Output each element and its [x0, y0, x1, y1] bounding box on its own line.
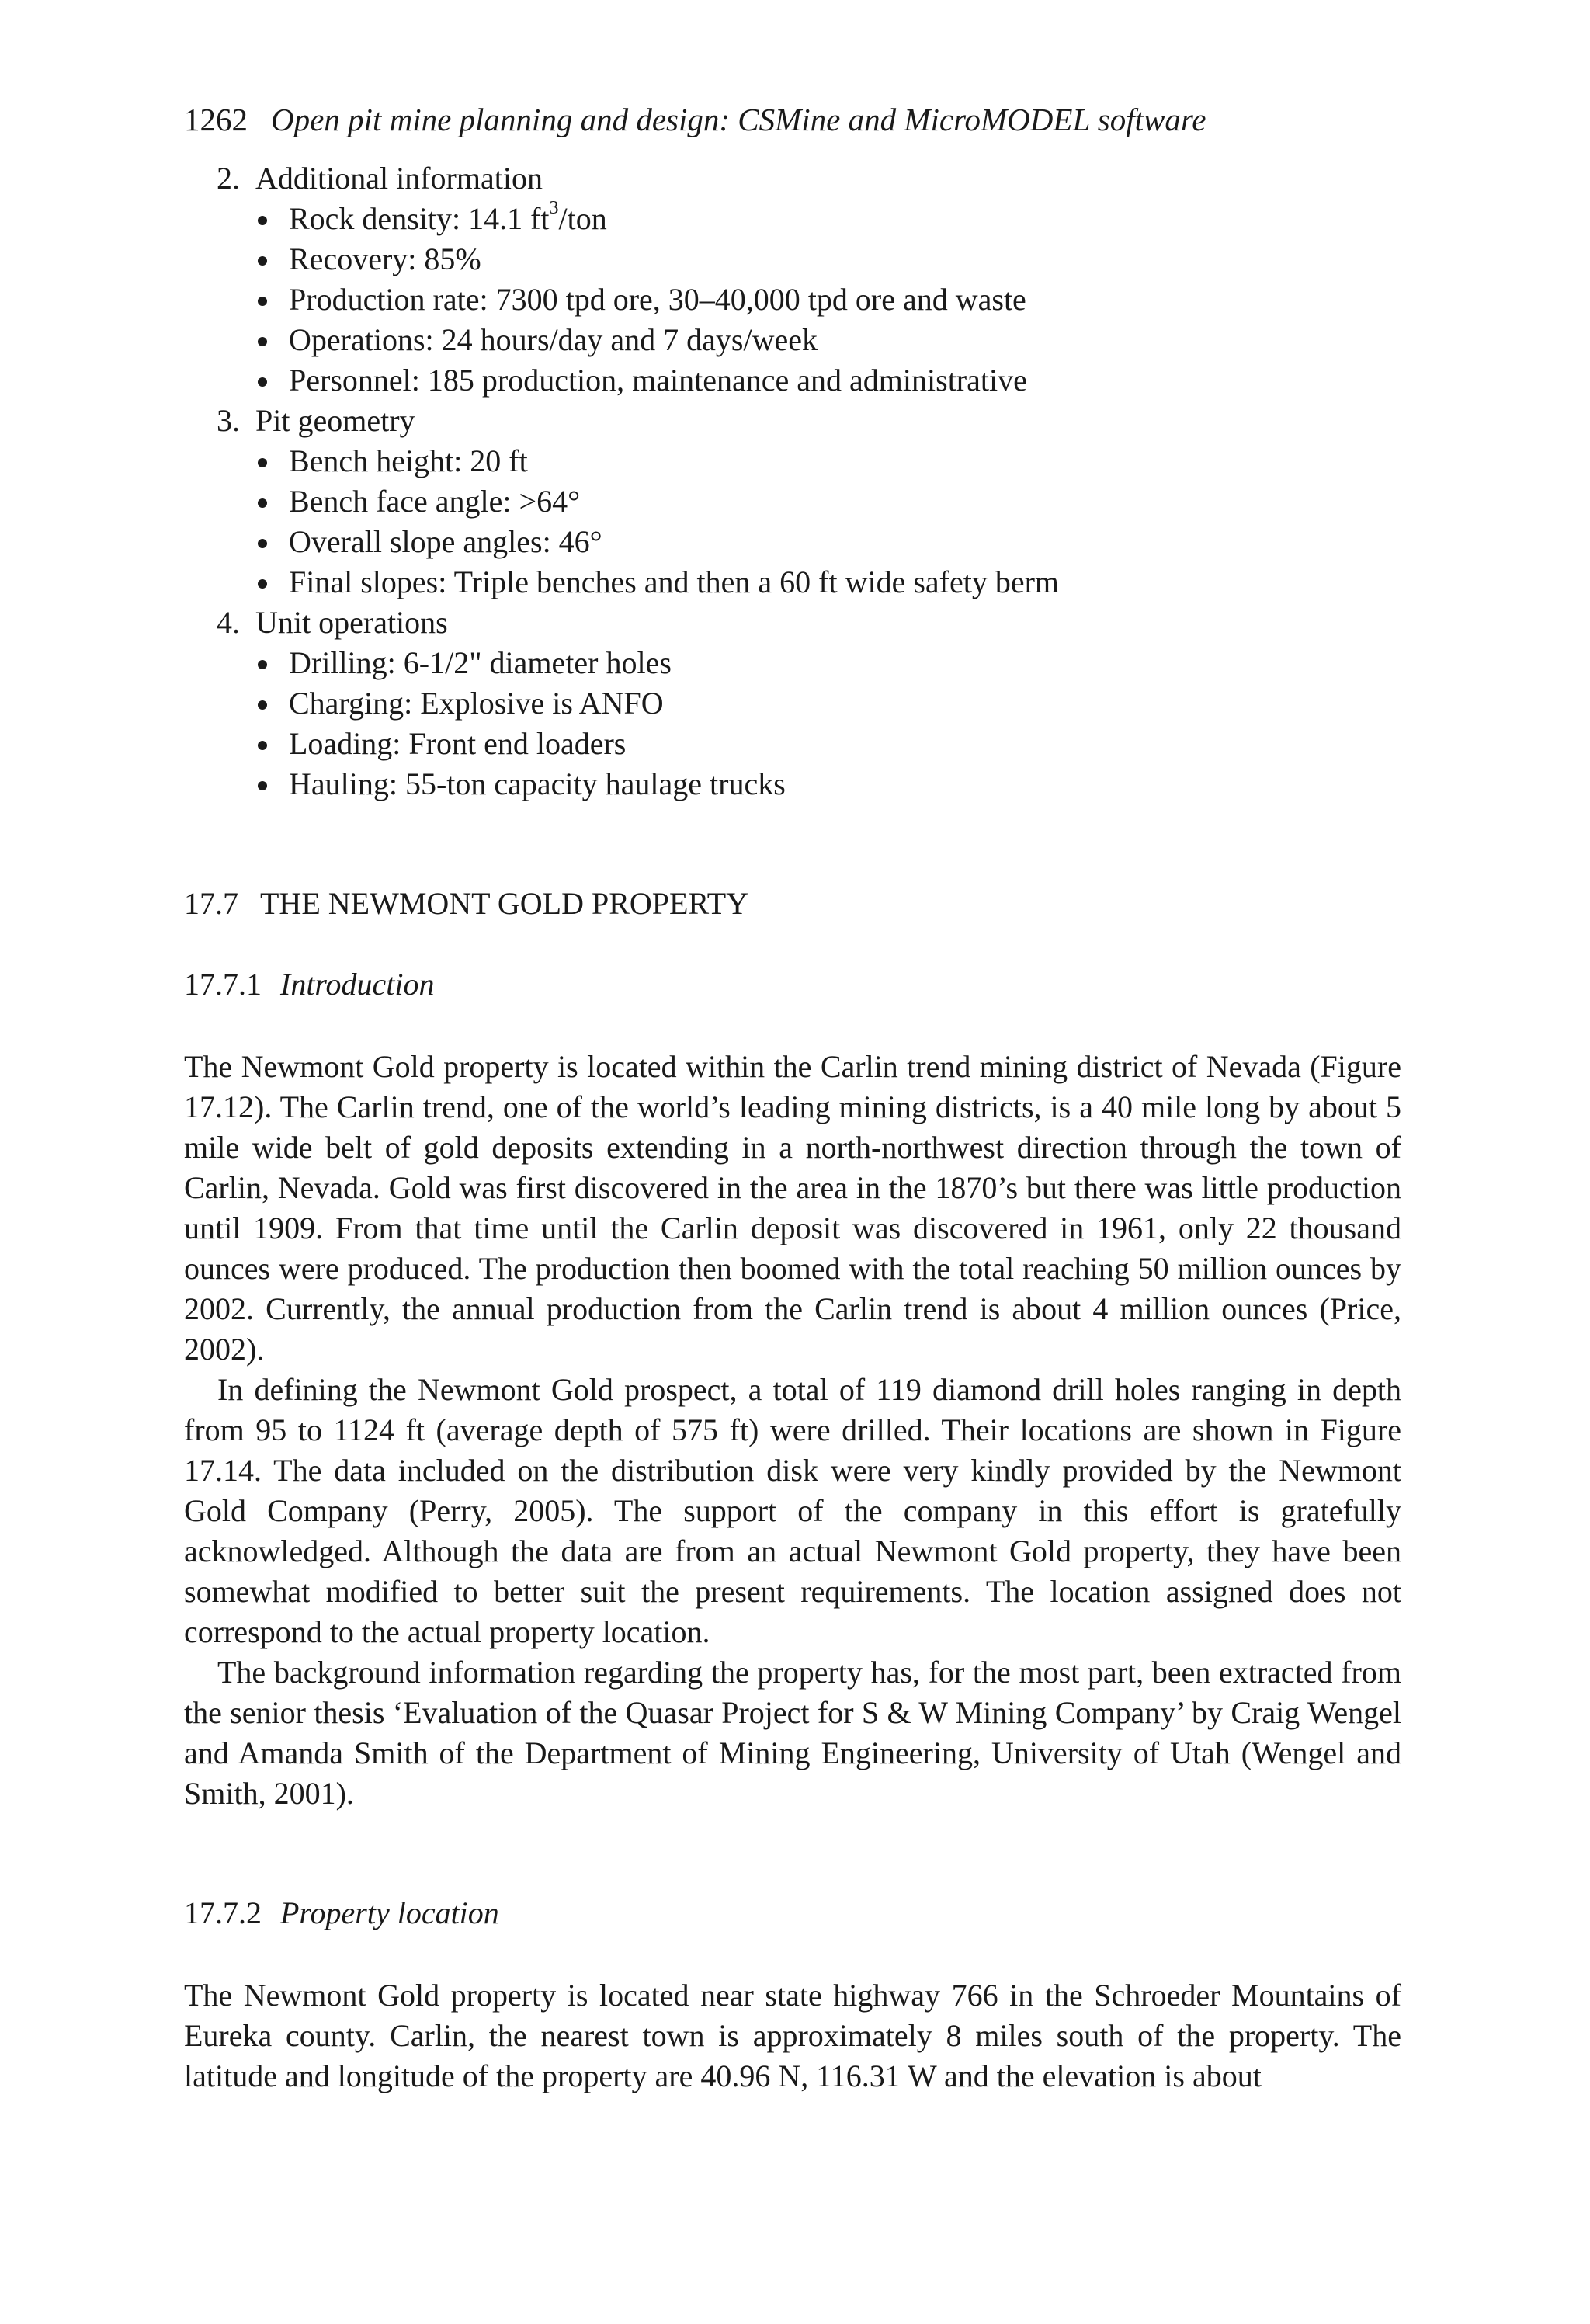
- list-number: 2.: [217, 161, 240, 196]
- subsection-heading-introduction: 17.7.1 Introduction: [184, 967, 435, 1002]
- bullet-item: Production rate: 7300 tpd ore, 30–40,000 tpd ore and waste: [255, 280, 1401, 320]
- running-head: [184, 99, 1401, 140]
- bullet-list: [255, 441, 1401, 603]
- list-label: Unit operations: [255, 605, 448, 640]
- list-number: 3.: [217, 403, 240, 438]
- subsection-heading-property-location: 17.7.2 Property location: [184, 1895, 499, 1930]
- bullet-item: Personnel: 185 production, maintenance and administrative: [255, 360, 1401, 401]
- list-item-pit-geometry: [184, 401, 1401, 603]
- paragraph: The Newmont Gold property is located near state highway 766 in the Schroeder Mountains of Eureka county. Carlin, the nearest town is approximately 8 miles south of the property. The latitude and longitude of the property are 40.96 N, 116.31 W and the elevation is about: [184, 1978, 1401, 2093]
- list-item-additional-information: [184, 158, 1401, 401]
- paragraph: The background information regarding the property has, for the most part, been extracted from the senior thesis ‘Evaluation of the Quasar Project for S & W Mining Company’ by Craig Wengel and Amanda Smith of the Department of Mining Engineering, University of Utah (Wengel and Smith, 2001).: [184, 1655, 1401, 1811]
- list-number: 4.: [217, 605, 240, 640]
- paragraph: In defining the Newmont Gold prospect, a total of 119 diamond drill holes ranging in depth from 95 to 1124 ft (average depth of 575 ft) were drilled. Their locations are shown in Figure 17.14. The data included on the distribution disk were very kindly provided by the Newmont Gold Company (Perry, 2005). The support of the company in this effort is gratefully acknowledged. Although the data are from an actual Newmont Gold property, they have been somewhat modified to better suit the present requirements. The location assigned does not correspond to the actual property location.: [184, 1372, 1401, 1649]
- list-item-unit-operations: [184, 603, 1401, 804]
- bullet-item: Loading: Front end loaders: [255, 724, 1401, 764]
- bullet-item: Overall slope angles: 46°: [255, 522, 1401, 562]
- bullet-item: Drilling: 6-1/2" diameter holes: [255, 643, 1401, 683]
- bullet-item: Recovery: 85%: [255, 239, 1401, 280]
- page-number: 1262: [184, 102, 248, 137]
- page: [184, 99, 1401, 2096]
- bullet-item: Bench face angle: >64°: [255, 481, 1401, 522]
- paragraph: The Newmont Gold property is located within the Carlin trend mining district of Nevada (Figure 17.12). The Carlin trend, one of the world’s leading mining districts, is a 40 mile long by about 5 mile wide belt of gold deposits extending in a north-northwest direction through the town of Carlin, Nevada. Gold was first discovered in the area in the 1870’s but there was little production until 1909. From that time until the Carlin deposit was discovered in 1961, only 22 thousand ounces were produced. The production then boomed with the total reaching 50 million ounces by 2002. Currently, the annual production from the Carlin trend is about 4 million ounces (Price, 2002).: [184, 1049, 1401, 1367]
- bullet-item: Final slopes: Triple benches and then a 60 ft wide safety berm: [255, 562, 1401, 603]
- bullet-item-rock-density: Rock density: 14.1 $ft^3$/ton: [255, 199, 1401, 239]
- list-label: Additional information: [255, 161, 543, 196]
- bullet-item: Operations: 24 hours/day and 7 days/week: [255, 320, 1401, 360]
- bullet-item: Charging: Explosive is ANFO: [255, 683, 1401, 724]
- running-title: Open pit mine planning and design: CSMine and MicroMODEL software: [271, 102, 1206, 137]
- bullet-item: Bench height: 20 ft: [255, 441, 1401, 481]
- list-label: Pit geometry: [255, 403, 415, 438]
- numbered-list: [184, 158, 1401, 804]
- bullet-list: [255, 199, 1401, 401]
- bullet-item: Hauling: 55-ton capacity haulage trucks: [255, 764, 1401, 804]
- bullet-list: [255, 643, 1401, 804]
- section-heading: 17.7 THE NEWMONT GOLD PROPERTY: [184, 886, 749, 921]
